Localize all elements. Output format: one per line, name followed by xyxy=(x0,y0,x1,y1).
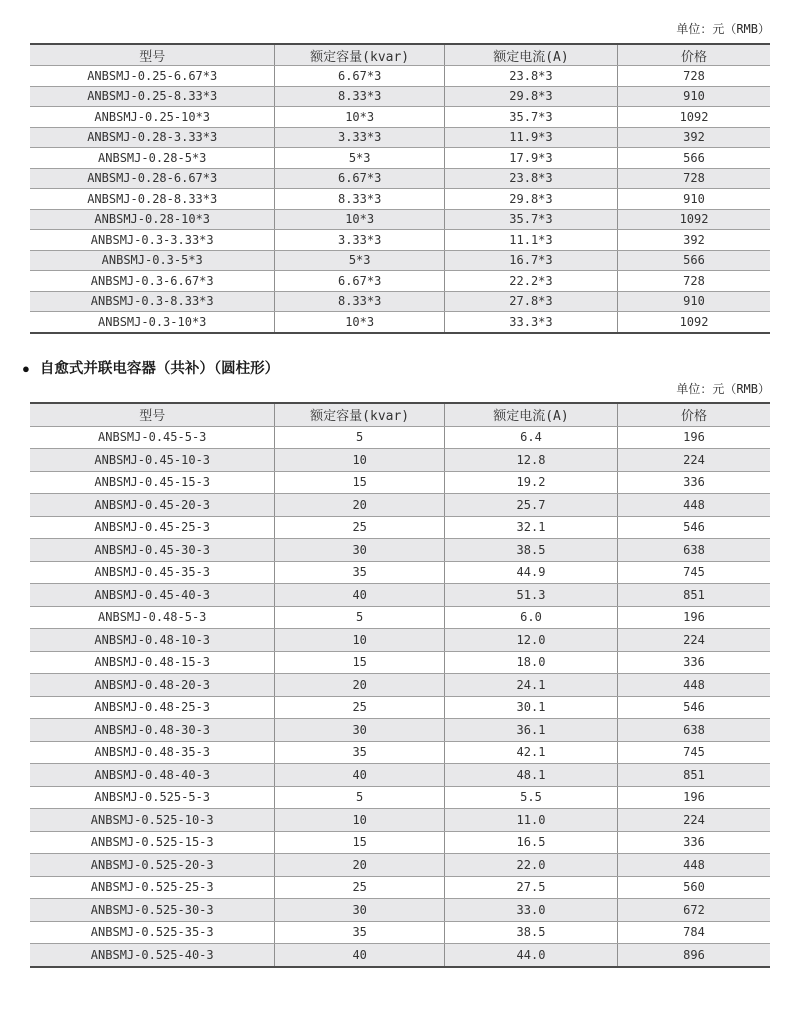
table-row xyxy=(30,494,770,517)
price-cell: 896 xyxy=(618,944,770,967)
rated-capacity-cell: 8.33*3 xyxy=(275,86,444,107)
table-row xyxy=(30,66,770,87)
model-cell: ANBSMJ-0.3-6.67*3 xyxy=(30,271,275,292)
column-header: 价格 xyxy=(618,403,770,427)
table-row xyxy=(30,291,770,312)
section-title: 自愈式并联电容器（共补）（圆柱形） xyxy=(39,360,280,377)
model-cell: ANBSMJ-0.28-8.33*3 xyxy=(30,189,275,210)
price-cell: 224 xyxy=(618,809,770,832)
model-cell: ANBSMJ-0.525-20-3 xyxy=(30,854,275,877)
table-row xyxy=(30,651,770,674)
price-cell: 728 xyxy=(618,168,770,189)
price-cell: 392 xyxy=(618,127,770,148)
table-row xyxy=(30,209,770,230)
price-cell: 560 xyxy=(618,876,770,899)
table-row xyxy=(30,899,770,922)
rated-capacity-cell: 20 xyxy=(275,494,444,517)
table-row xyxy=(30,674,770,697)
model-cell: ANBSMJ-0.48-15-3 xyxy=(30,651,275,674)
table-row xyxy=(30,250,770,271)
price-cell: 1092 xyxy=(618,209,770,230)
table-row xyxy=(30,561,770,584)
table-row xyxy=(30,426,770,449)
rated-capacity-cell: 6.67*3 xyxy=(275,168,444,189)
rated-current-cell: 35.7*3 xyxy=(444,107,617,128)
rated-current-cell: 11.0 xyxy=(444,809,617,832)
price-cell: 566 xyxy=(618,250,770,271)
rated-capacity-cell: 3.33*3 xyxy=(275,230,444,251)
price-cell: 728 xyxy=(618,271,770,292)
price-cell: 196 xyxy=(618,786,770,809)
rated-current-cell: 17.9*3 xyxy=(444,148,617,169)
rated-capacity-cell: 15 xyxy=(275,651,444,674)
rated-current-cell: 33.3*3 xyxy=(444,312,617,333)
model-cell: ANBSMJ-0.45-40-3 xyxy=(30,584,275,607)
price-cell: 196 xyxy=(618,606,770,629)
model-cell: ANBSMJ-0.525-10-3 xyxy=(30,809,275,832)
price-cell: 448 xyxy=(618,854,770,877)
table-row xyxy=(30,86,770,107)
model-cell: ANBSMJ-0.3-10*3 xyxy=(30,312,275,333)
column-header: 额定容量(kvar) xyxy=(275,44,444,66)
header-row xyxy=(30,403,770,427)
model-cell: ANBSMJ-0.525-35-3 xyxy=(30,921,275,944)
rated-capacity-cell: 8.33*3 xyxy=(275,291,444,312)
table-row xyxy=(30,876,770,899)
model-cell: ANBSMJ-0.25-10*3 xyxy=(30,107,275,128)
rated-current-cell: 6.0 xyxy=(444,606,617,629)
table-row xyxy=(30,921,770,944)
model-cell: ANBSMJ-0.3-8.33*3 xyxy=(30,291,275,312)
model-cell: ANBSMJ-0.525-5-3 xyxy=(30,786,275,809)
rated-capacity-cell: 15 xyxy=(275,831,444,854)
rated-capacity-cell: 40 xyxy=(275,944,444,967)
rated-capacity-cell: 5*3 xyxy=(275,250,444,271)
table-row xyxy=(30,516,770,539)
rated-capacity-cell: 5 xyxy=(275,426,444,449)
rated-capacity-cell: 5 xyxy=(275,786,444,809)
rated-capacity-cell: 40 xyxy=(275,584,444,607)
rated-capacity-cell: 10*3 xyxy=(275,107,444,128)
price-cell: 910 xyxy=(618,189,770,210)
price-cell: 224 xyxy=(618,629,770,652)
rated-current-cell: 25.7 xyxy=(444,494,617,517)
rated-current-cell: 48.1 xyxy=(444,764,617,787)
model-cell: ANBSMJ-0.525-40-3 xyxy=(30,944,275,967)
rated-current-cell: 38.5 xyxy=(444,539,617,562)
table-row xyxy=(30,741,770,764)
price-cell: 336 xyxy=(618,651,770,674)
rated-current-cell: 23.8*3 xyxy=(444,66,617,87)
price-cell: 910 xyxy=(618,291,770,312)
unit-label-section: 单位：元（RMB） xyxy=(676,381,770,396)
rated-current-cell: 24.1 xyxy=(444,674,617,697)
model-cell: ANBSMJ-0.48-40-3 xyxy=(30,764,275,787)
price-cell: 728 xyxy=(618,66,770,87)
rated-capacity-cell: 6.67*3 xyxy=(275,66,444,87)
price-cell: 392 xyxy=(618,230,770,251)
rated-current-cell: 44.0 xyxy=(444,944,617,967)
model-cell: ANBSMJ-0.3-3.33*3 xyxy=(30,230,275,251)
section-heading xyxy=(22,359,770,379)
model-cell: ANBSMJ-0.525-15-3 xyxy=(30,831,275,854)
price-cell: 224 xyxy=(618,449,770,472)
model-cell: ANBSMJ-0.45-20-3 xyxy=(30,494,275,517)
rated-capacity-cell: 35 xyxy=(275,921,444,944)
unit-label-top: 单位：元（RMB） xyxy=(676,22,770,36)
price-table-shunt-capacitor-1 xyxy=(30,43,770,334)
rated-current-cell: 6.4 xyxy=(444,426,617,449)
rated-current-cell: 5.5 xyxy=(444,786,617,809)
model-cell: ANBSMJ-0.48-20-3 xyxy=(30,674,275,697)
rated-capacity-cell: 40 xyxy=(275,764,444,787)
model-cell: ANBSMJ-0.45-5-3 xyxy=(30,426,275,449)
table-row xyxy=(30,809,770,832)
model-cell: ANBSMJ-0.28-10*3 xyxy=(30,209,275,230)
column-header: 额定容量(kvar) xyxy=(275,403,444,427)
column-header: 价格 xyxy=(618,44,770,66)
rated-capacity-cell: 30 xyxy=(275,539,444,562)
model-cell: ANBSMJ-0.45-10-3 xyxy=(30,449,275,472)
model-cell: ANBSMJ-0.525-30-3 xyxy=(30,899,275,922)
table-row xyxy=(30,719,770,742)
rated-current-cell: 36.1 xyxy=(444,719,617,742)
table-row xyxy=(30,786,770,809)
table-row xyxy=(30,230,770,251)
table-row xyxy=(30,944,770,967)
column-header: 额定电流(A) xyxy=(444,44,617,66)
price-cell: 1092 xyxy=(618,312,770,333)
bullet-icon: ● xyxy=(22,360,30,376)
model-cell: ANBSMJ-0.525-25-3 xyxy=(30,876,275,899)
rated-current-cell: 35.7*3 xyxy=(444,209,617,230)
price-cell: 745 xyxy=(618,561,770,584)
price-cell: 851 xyxy=(618,584,770,607)
price-cell: 448 xyxy=(618,674,770,697)
rated-current-cell: 11.1*3 xyxy=(444,230,617,251)
price-table-shunt-capacitor-cylindrical xyxy=(30,402,770,968)
column-header: 型号 xyxy=(30,44,275,66)
rated-capacity-cell: 3.33*3 xyxy=(275,127,444,148)
price-cell: 851 xyxy=(618,764,770,787)
rated-current-cell: 29.8*3 xyxy=(444,189,617,210)
rated-capacity-cell: 5 xyxy=(275,606,444,629)
price-cell: 196 xyxy=(618,426,770,449)
table-row xyxy=(30,271,770,292)
price-cell: 638 xyxy=(618,539,770,562)
model-cell: ANBSMJ-0.45-25-3 xyxy=(30,516,275,539)
column-header: 额定电流(A) xyxy=(444,403,617,427)
rated-current-cell: 12.8 xyxy=(444,449,617,472)
rated-current-cell: 51.3 xyxy=(444,584,617,607)
price-cell: 448 xyxy=(618,494,770,517)
model-cell: ANBSMJ-0.48-30-3 xyxy=(30,719,275,742)
rated-capacity-cell: 30 xyxy=(275,899,444,922)
table-row xyxy=(30,629,770,652)
rated-current-cell: 33.0 xyxy=(444,899,617,922)
model-cell: ANBSMJ-0.28-6.67*3 xyxy=(30,168,275,189)
price-cell: 745 xyxy=(618,741,770,764)
rated-capacity-cell: 8.33*3 xyxy=(275,189,444,210)
price-cell: 546 xyxy=(618,696,770,719)
rated-capacity-cell: 10*3 xyxy=(275,209,444,230)
model-cell: ANBSMJ-0.45-35-3 xyxy=(30,561,275,584)
table-row xyxy=(30,584,770,607)
table-row xyxy=(30,606,770,629)
column-header: 型号 xyxy=(30,403,275,427)
model-cell: ANBSMJ-0.48-25-3 xyxy=(30,696,275,719)
table-row xyxy=(30,471,770,494)
rated-capacity-cell: 10 xyxy=(275,629,444,652)
price-cell: 1092 xyxy=(618,107,770,128)
rated-capacity-cell: 25 xyxy=(275,876,444,899)
rated-current-cell: 16.7*3 xyxy=(444,250,617,271)
rated-current-cell: 44.9 xyxy=(444,561,617,584)
rated-current-cell: 11.9*3 xyxy=(444,127,617,148)
model-cell: ANBSMJ-0.48-35-3 xyxy=(30,741,275,764)
price-cell: 336 xyxy=(618,471,770,494)
rated-capacity-cell: 35 xyxy=(275,561,444,584)
price-cell: 336 xyxy=(618,831,770,854)
model-cell: ANBSMJ-0.28-5*3 xyxy=(30,148,275,169)
rated-capacity-cell: 10 xyxy=(275,809,444,832)
rated-current-cell: 18.0 xyxy=(444,651,617,674)
price-cell: 784 xyxy=(618,921,770,944)
rated-capacity-cell: 15 xyxy=(275,471,444,494)
price-cell: 672 xyxy=(618,899,770,922)
price-cell: 910 xyxy=(618,86,770,107)
rated-current-cell: 27.5 xyxy=(444,876,617,899)
model-cell: ANBSMJ-0.25-6.67*3 xyxy=(30,66,275,87)
model-cell: ANBSMJ-0.45-30-3 xyxy=(30,539,275,562)
rated-current-cell: 19.2 xyxy=(444,471,617,494)
rated-capacity-cell: 20 xyxy=(275,674,444,697)
rated-capacity-cell: 10 xyxy=(275,449,444,472)
model-cell: ANBSMJ-0.48-5-3 xyxy=(30,606,275,629)
rated-current-cell: 22.2*3 xyxy=(444,271,617,292)
rated-capacity-cell: 25 xyxy=(275,696,444,719)
rated-current-cell: 27.8*3 xyxy=(444,291,617,312)
table-row xyxy=(30,696,770,719)
rated-current-cell: 23.8*3 xyxy=(444,168,617,189)
model-cell: ANBSMJ-0.45-15-3 xyxy=(30,471,275,494)
rated-capacity-cell: 25 xyxy=(275,516,444,539)
table-row xyxy=(30,831,770,854)
rated-current-cell: 12.0 xyxy=(444,629,617,652)
rated-current-cell: 42.1 xyxy=(444,741,617,764)
price-cell: 546 xyxy=(618,516,770,539)
table-row xyxy=(30,107,770,128)
rated-capacity-cell: 10*3 xyxy=(275,312,444,333)
rated-capacity-cell: 35 xyxy=(275,741,444,764)
table-row xyxy=(30,168,770,189)
rated-capacity-cell: 5*3 xyxy=(275,148,444,169)
rated-current-cell: 32.1 xyxy=(444,516,617,539)
rated-capacity-cell: 30 xyxy=(275,719,444,742)
model-cell: ANBSMJ-0.3-5*3 xyxy=(30,250,275,271)
rated-current-cell: 30.1 xyxy=(444,696,617,719)
table-row xyxy=(30,127,770,148)
rated-current-cell: 29.8*3 xyxy=(444,86,617,107)
rated-capacity-cell: 6.67*3 xyxy=(275,271,444,292)
rated-capacity-cell: 20 xyxy=(275,854,444,877)
rated-current-cell: 22.0 xyxy=(444,854,617,877)
table-row xyxy=(30,449,770,472)
model-cell: ANBSMJ-0.48-10-3 xyxy=(30,629,275,652)
price-cell: 566 xyxy=(618,148,770,169)
header-row xyxy=(30,44,770,66)
table-row xyxy=(30,148,770,169)
table-row xyxy=(30,539,770,562)
price-cell: 638 xyxy=(618,719,770,742)
rated-current-cell: 16.5 xyxy=(444,831,617,854)
table-row xyxy=(30,854,770,877)
model-cell: ANBSMJ-0.25-8.33*3 xyxy=(30,86,275,107)
table-row xyxy=(30,189,770,210)
table-row xyxy=(30,764,770,787)
table-row xyxy=(30,312,770,333)
model-cell: ANBSMJ-0.28-3.33*3 xyxy=(30,127,275,148)
rated-current-cell: 38.5 xyxy=(444,921,617,944)
